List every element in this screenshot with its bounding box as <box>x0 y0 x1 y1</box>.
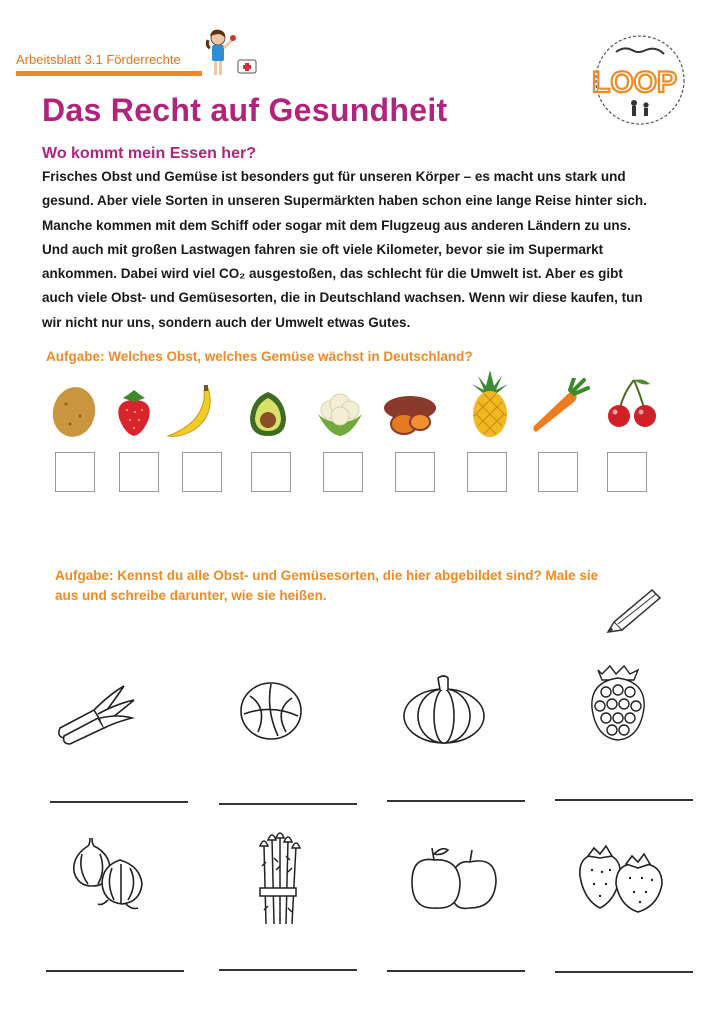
page-title: Das Recht auf Gesundheit <box>42 92 448 128</box>
cherry-icon <box>604 376 660 432</box>
paragraph-line: gesund. Aber viele Sorten in unseren Supermärkten haben schon eine lange Reise hinter sich. <box>42 193 647 209</box>
answer-line[interactable] <box>219 803 357 805</box>
logo-text: LOOP <box>592 66 678 99</box>
answer-line[interactable] <box>555 799 693 801</box>
answer-checkbox[interactable] <box>182 452 222 492</box>
task1-prompt: Aufgabe: Welches Obst, welches Gemüse wächst in Deutschland? <box>46 349 473 364</box>
answer-line[interactable] <box>50 801 188 803</box>
answer-checkbox[interactable] <box>467 452 507 492</box>
answer-checkbox[interactable] <box>395 452 435 492</box>
potato-icon <box>50 384 98 440</box>
carrot-icon <box>530 378 590 436</box>
answer-line[interactable] <box>387 970 525 972</box>
answer-checkbox[interactable] <box>607 452 647 492</box>
cabbage-icon <box>238 680 304 742</box>
paragraph-line: Manche kommen mit dem Schiff oder sogar mit dem Flugzeug aus anderen Ländern zu uns. <box>42 217 631 233</box>
avocado-icon <box>244 390 292 438</box>
paragraph-line: Frisches Obst und Gemüse ist besonders gut für unseren Körper – es macht uns stark und <box>42 169 626 184</box>
pencil-icon <box>600 586 664 638</box>
paragraph-line: Und auch mit großen Lastwagen fahren sie oft viele Kilometer, bevor sie im Supermarkt <box>42 241 604 257</box>
pumpkin-icon <box>400 674 488 746</box>
answer-line[interactable] <box>555 971 693 973</box>
worksheet-label: Arbeitsblatt 3.1 Förderrechte <box>16 52 181 67</box>
asparagus-icon <box>250 832 306 928</box>
section-subtitle: Wo kommt mein Essen her? <box>42 145 256 162</box>
answer-checkbox[interactable] <box>538 452 578 492</box>
banana-icon <box>164 384 220 442</box>
leek-icon <box>54 684 138 746</box>
raspberry-icon <box>586 664 650 744</box>
answer-line[interactable] <box>387 800 525 802</box>
answer-checkbox[interactable] <box>251 452 291 492</box>
apple-icon <box>408 846 500 912</box>
cauliflower-icon <box>314 388 366 438</box>
answer-checkbox[interactable] <box>323 452 363 492</box>
loop-logo <box>588 30 698 130</box>
sweet-potato-icon <box>382 392 438 438</box>
girl-doctor-icon <box>200 26 260 82</box>
strawberry-outline-icon <box>576 842 666 914</box>
header-underline <box>16 71 202 76</box>
task2-prompt: Aufgabe: Kennst du alle Obst- und Gemüsesorten, die hier abgebildet sind? Male sie aus und schreibe darunter, wie sie heißen. <box>55 568 599 603</box>
onion-icon <box>68 834 148 910</box>
paragraph-line: auch viele Obst- und Gemüsesorten, die in Deutschland wachsen. Wenn wir diese kaufen, tun <box>42 290 643 306</box>
answer-line[interactable] <box>219 969 357 971</box>
paragraph-line: wir nicht nur uns, sondern auch der Umwelt etwas Gutes. <box>42 314 411 330</box>
answer-checkbox[interactable] <box>55 452 95 492</box>
answer-checkbox[interactable] <box>119 452 159 492</box>
paragraph-line: ankommen. Dabei wird viel CO₂ ausgestoßen, das schlecht für die Umwelt ist. Aber es gibt <box>42 266 623 282</box>
answer-line[interactable] <box>46 970 184 972</box>
strawberry-icon <box>113 388 155 438</box>
pineapple-icon <box>468 368 512 440</box>
intro-paragraph <box>42 165 672 335</box>
